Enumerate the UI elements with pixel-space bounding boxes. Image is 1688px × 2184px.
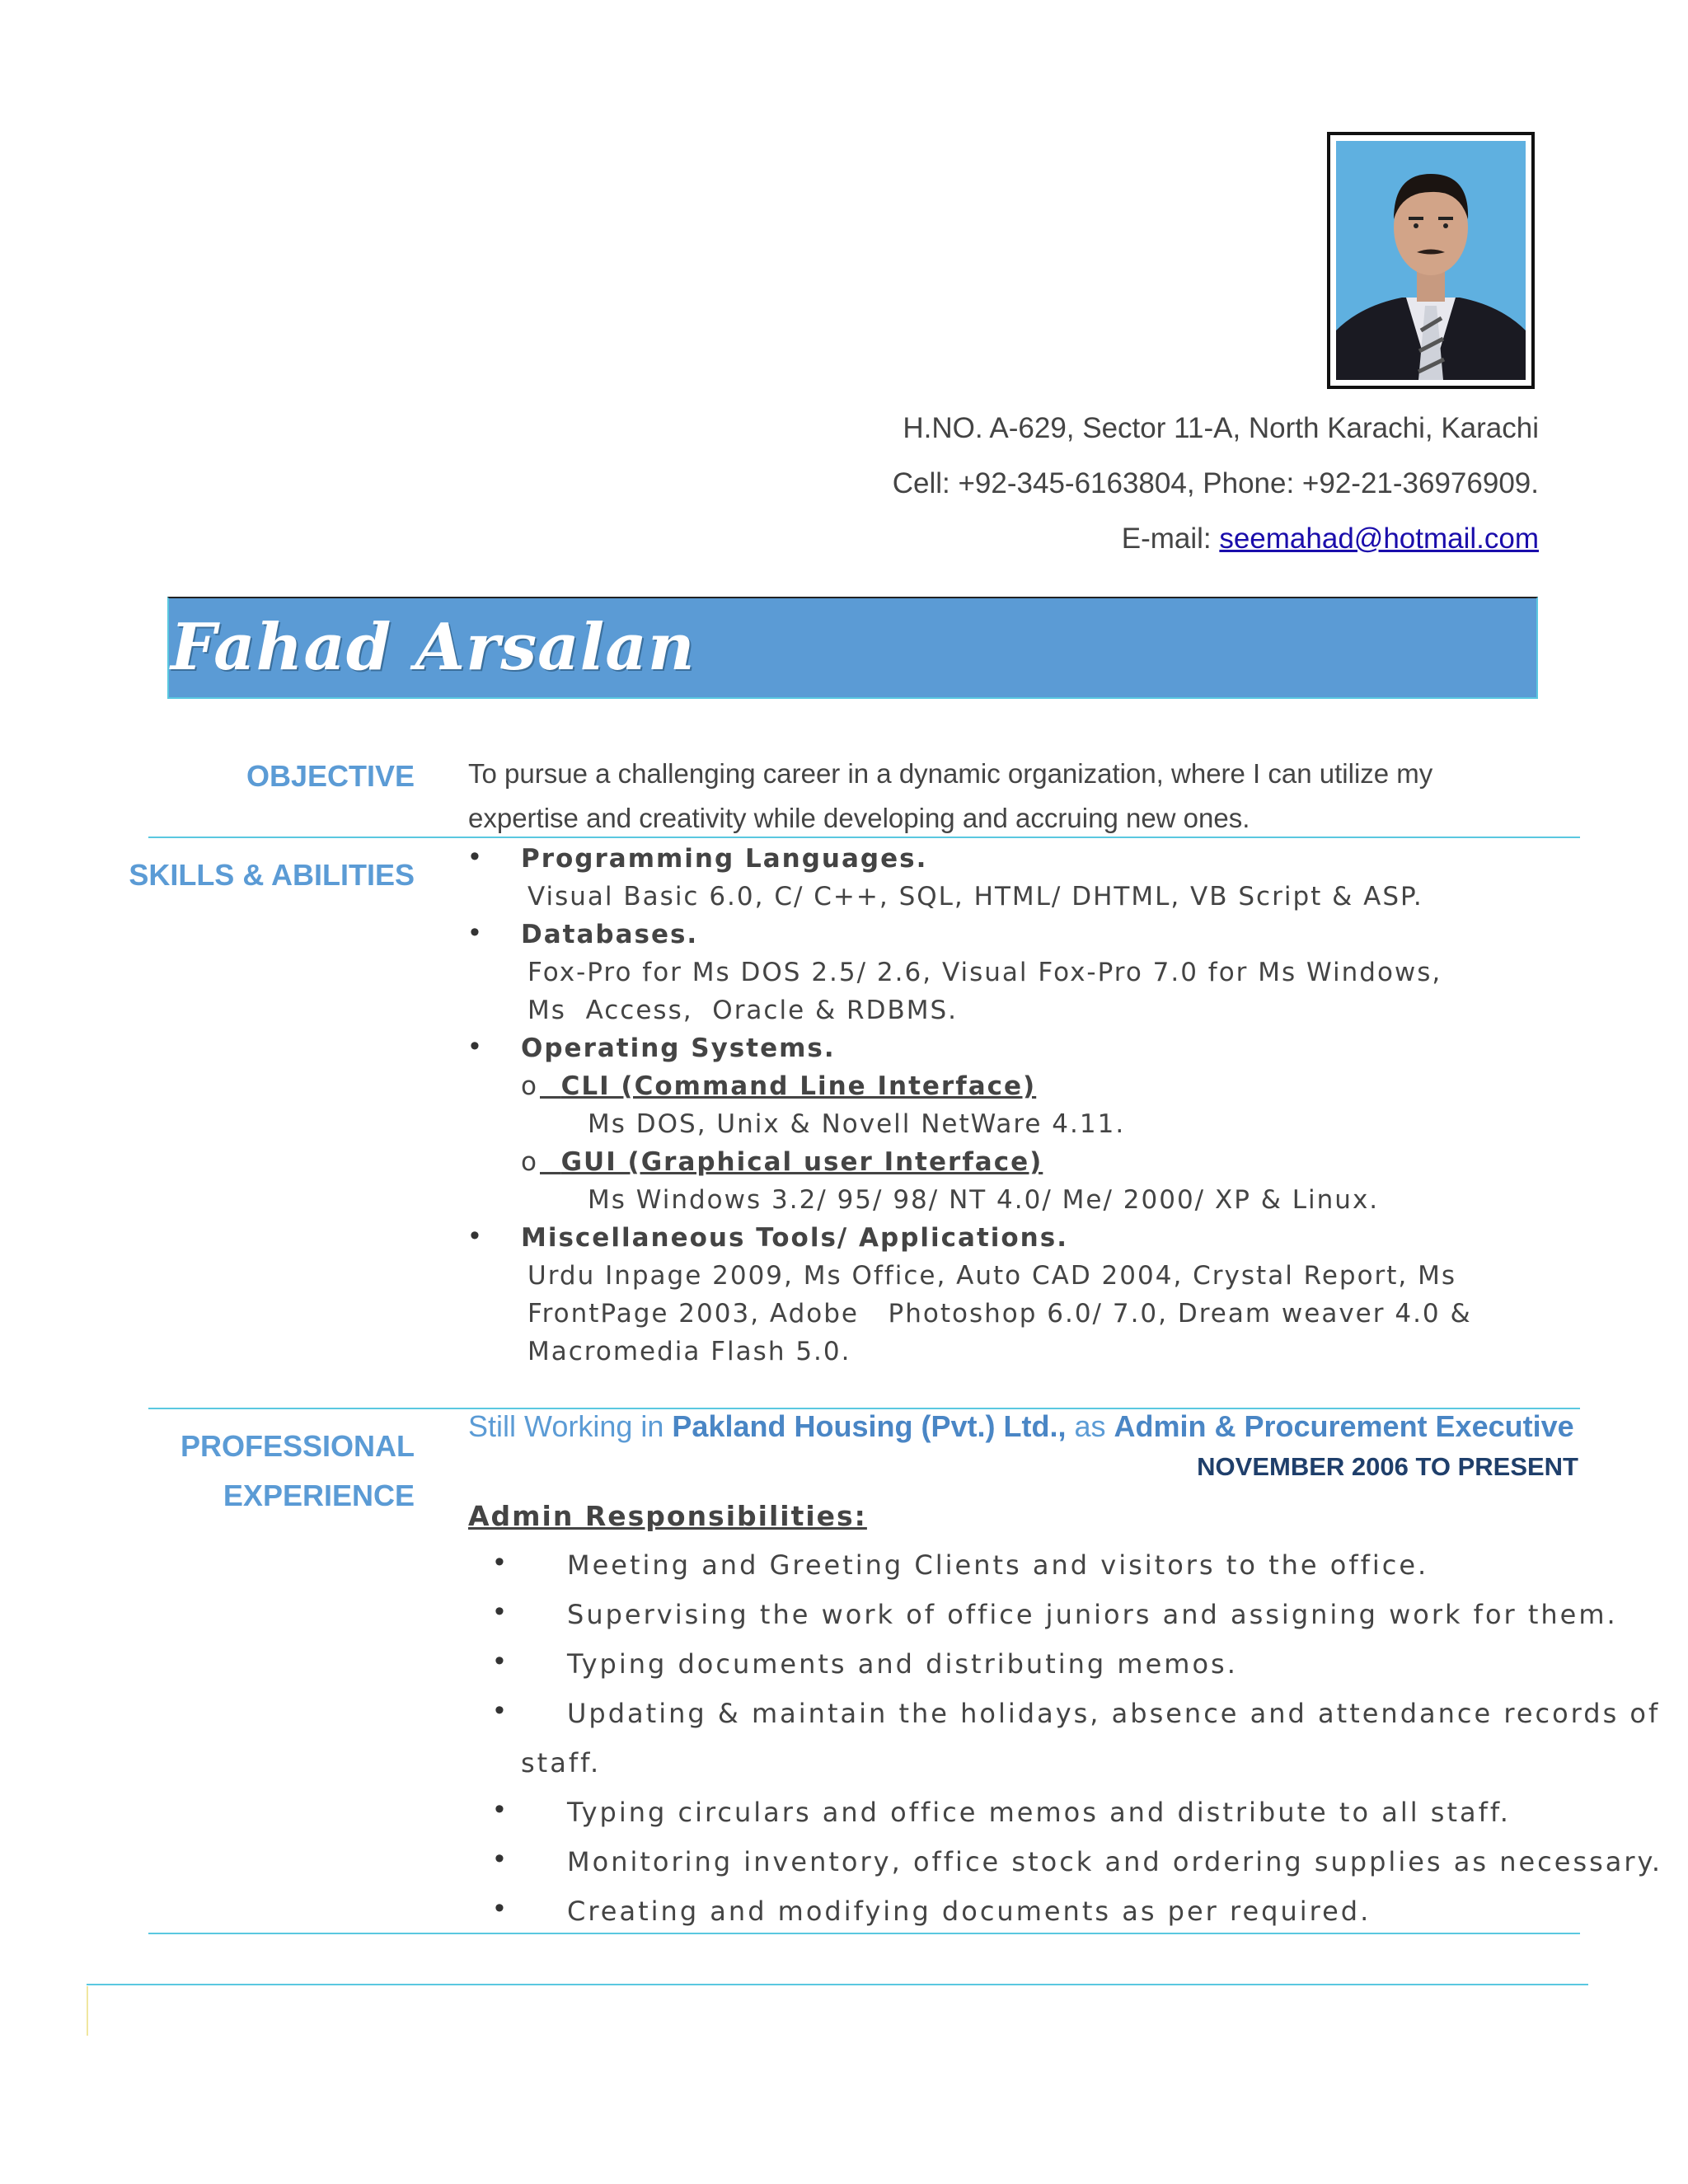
bullet-icon: • (495, 1892, 504, 1924)
responsibility-item: Typing circulars and office memos and distribute to all staff. (567, 1797, 1511, 1828)
candidate-name: Fahad Arsalan (171, 610, 696, 685)
skills-heading: SKILLS & ABILITIES (129, 858, 415, 892)
bullet-icon: • (495, 1596, 504, 1627)
skill-programming-detail: Visual Basic 6.0, C/ C++, SQL, HTML/ DHTML, VB Script & ASP. (528, 882, 1423, 912)
skill-databases-detail-1: Fox-Pro for Ms DOS 2.5/ 2.6, Visual Fox-Pro 7.0 for Ms Windows, (528, 958, 1442, 987)
os-gui-title (540, 1147, 1043, 1177)
experience-heading-1: PROFESSIONAL (180, 1429, 415, 1463)
responsibility-item: Meeting and Greeting Clients and visitors to the office. (567, 1549, 1429, 1581)
skill-misc-title: Miscellaneous Tools/ Applications. (521, 1223, 1068, 1253)
objective-text (468, 752, 1432, 841)
os-gui-detail: Ms Windows 3.2/ 95/ 98/ NT 4.0/ Me/ 2000/ XP & Linux. (588, 1185, 1380, 1215)
job-role: Admin & Procurement Executive (1114, 1409, 1574, 1443)
circle-bullet-icon: o (521, 1147, 538, 1177)
os-cli-title-text: CLI (Command Line Interface) (560, 1071, 1037, 1101)
section-divider (148, 837, 1580, 838)
email-link[interactable]: seemahad@hotmail.com (1219, 523, 1539, 555)
margin-mark (87, 1986, 88, 2036)
skill-databases-detail-2: Ms Access, Oracle & RDBMS. (528, 996, 958, 1025)
responsibilities-title: Admin Responsibilities: (468, 1500, 867, 1532)
bullet-icon: • (495, 1645, 504, 1676)
company-name: Pakland Housing (Pvt.) Ltd., (672, 1409, 1067, 1443)
responsibility-item: Monitoring inventory, office stock and ordering supplies as necessary. (567, 1846, 1663, 1877)
responsibility-item: Creating and modifying documents as per required. (567, 1896, 1372, 1927)
section-divider (148, 1933, 1580, 1934)
bullet-icon: • (495, 1546, 504, 1577)
circle-bullet-icon: o (521, 1071, 538, 1101)
skill-misc-detail-1: Urdu Inpage 2009, Ms Office, Auto CAD 2004, Crystal Report, Ms (528, 1261, 1457, 1291)
responsibility-item: Updating & maintain the holidays, absence and attendance records of (567, 1698, 1661, 1729)
contact-email-line (1122, 523, 1539, 555)
contact-address: H.NO. A-629, Sector 11-A, North Karachi, Karachi (903, 412, 1539, 444)
job-summary (468, 1409, 1574, 1444)
bullet-icon: • (470, 841, 480, 872)
skill-os-title: Operating Systems. (521, 1033, 836, 1063)
page-divider (87, 1984, 1588, 1985)
os-cli-detail: Ms DOS, Unix & Novell NetWare 4.11. (588, 1109, 1126, 1139)
job-dates: NOVEMBER 2006 TO PRESENT (1197, 1452, 1578, 1481)
job-prefix: Still Working in (468, 1409, 673, 1443)
bullet-icon: • (495, 1793, 504, 1825)
bullet-icon: • (470, 916, 480, 948)
responsibility-item: staff. (521, 1747, 602, 1779)
objective-line-2: expertise and creativity while developing and accruing new ones. (468, 803, 1250, 833)
profile-photo-image (1336, 141, 1526, 380)
experience-heading-2: EXPERIENCE (223, 1479, 415, 1512)
bullet-icon: • (470, 1220, 480, 1251)
contact-email-label: E-mail: (1121, 523, 1220, 555)
skill-databases-title: Databases. (521, 920, 699, 949)
bullet-icon: • (495, 1843, 504, 1874)
bullet-icon: • (495, 1694, 504, 1726)
os-cli-title (540, 1071, 1036, 1101)
responsibility-item: Supervising the work of office juniors and assigning work for them. (567, 1599, 1618, 1630)
responsibility-item: Typing documents and distributing memos. (567, 1648, 1238, 1680)
objective-line-1: To pursue a challenging career in a dynamic organization, where I can utilize my (468, 758, 1433, 789)
profile-photo (1327, 132, 1535, 389)
name-banner (167, 597, 1538, 699)
skill-programming-title: Programming Languages. (521, 844, 928, 874)
contact-phones: Cell: +92-345-6163804, Phone: +92-21-36976909. (892, 467, 1539, 499)
skill-misc-detail-2: FrontPage 2003, Adobe Photoshop 6.0/ 7.0, Dream weaver 4.0 & (528, 1299, 1472, 1329)
os-gui-title-text: GUI (Graphical user Interface) (560, 1147, 1043, 1177)
objective-heading: OBJECTIVE (246, 759, 415, 793)
bullet-icon: • (470, 1030, 480, 1062)
job-mid: as (1066, 1409, 1114, 1443)
skill-misc-detail-3: Macromedia Flash 5.0. (528, 1337, 851, 1366)
